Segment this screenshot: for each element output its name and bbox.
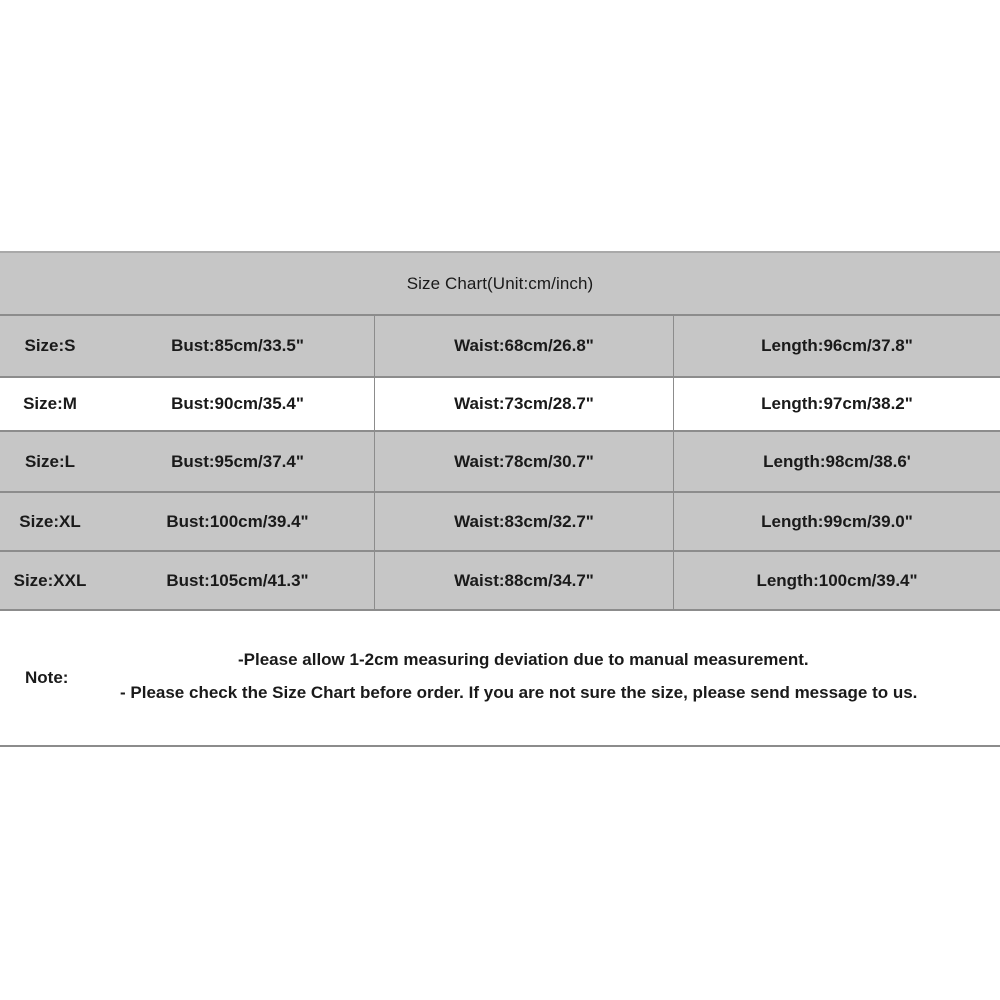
table-row — [0, 491, 1000, 550]
waist-cell: Waist:78cm/30.7" — [454, 451, 594, 471]
size-cell: Size:XL — [19, 511, 81, 531]
size-chart-header — [0, 251, 1000, 314]
waist-cell: Waist:73cm/28.7" — [454, 394, 594, 413]
note-line-2: - Please check the Size Chart before order. If you are not sure the size, please send message to us. — [120, 683, 918, 702]
size-cell: Size:S — [24, 336, 76, 355]
note-section — [0, 609, 1000, 747]
length-cell: Length:97cm/38.2" — [761, 394, 913, 413]
size-cell: Size:L — [24, 451, 76, 471]
table-row — [0, 430, 1000, 491]
bust-cell: Bust:90cm/35.4" — [171, 394, 304, 413]
waist-cell: Waist:88cm/34.7" — [454, 570, 594, 590]
size-chart-title: Size Chart(Unit:cm/inch) — [406, 273, 594, 293]
note-label: Note: — [25, 668, 69, 687]
waist-cell: Waist:68cm/26.8" — [454, 336, 594, 355]
table-row — [0, 376, 1000, 430]
size-cell: Size:XXL — [13, 570, 87, 590]
size-chart — [0, 251, 1000, 747]
bust-cell: Bust:100cm/39.4" — [166, 511, 309, 531]
bust-cell: Bust:95cm/37.4" — [171, 451, 304, 471]
bust-cell: Bust:85cm/33.5" — [171, 336, 304, 355]
size-cell: Size:M — [23, 394, 77, 413]
length-cell: Length:98cm/38.6' — [763, 451, 911, 471]
table-row — [0, 550, 1000, 609]
length-cell: Length:100cm/39.4" — [756, 570, 918, 590]
note-line-1: -Please allow 1-2cm measuring deviation due to manual measurement. — [238, 650, 809, 669]
waist-cell: Waist:83cm/32.7" — [454, 511, 594, 531]
table-row — [0, 314, 1000, 376]
length-cell: Length:96cm/37.8" — [761, 336, 913, 355]
length-cell: Length:99cm/39.0" — [761, 511, 913, 531]
bust-cell: Bust:105cm/41.3" — [166, 570, 309, 590]
